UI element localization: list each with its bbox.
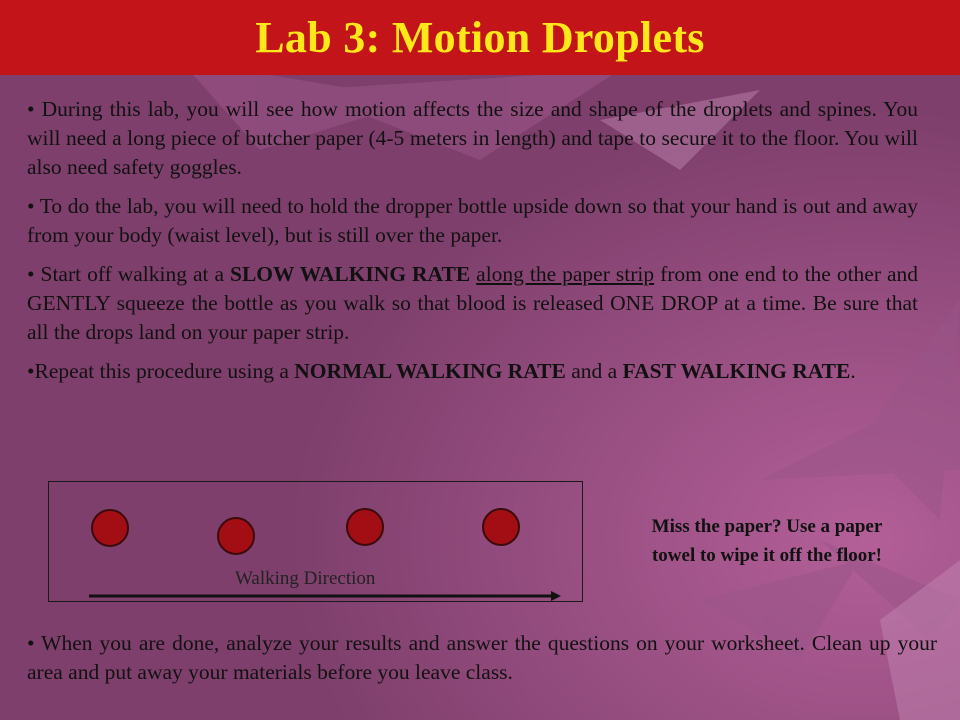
emphasis-fast-rate: FAST WALKING RATE bbox=[622, 359, 851, 383]
blood-drop bbox=[91, 509, 129, 547]
emphasis-normal-rate: NORMAL WALKING RATE bbox=[294, 359, 566, 383]
bullet-repeat bbox=[27, 357, 918, 386]
bullet-intro: • During this lab, you will see how motion affects the size and shape of the droplets and spines. You will need a long piece of butcher paper (4-5 meters in length) and tape to secure it to the floor. You will also need safety goggles. bbox=[27, 97, 918, 179]
emphasis-slow-rate: SLOW WALKING RATE bbox=[230, 262, 471, 286]
emphasis-paper-strip: along the paper strip bbox=[476, 262, 655, 286]
bullet-hold-dropper: • To do the lab, you will need to hold the dropper bottle upside down so that your hand is out and away from your body (waist level), but is still over the paper. bbox=[27, 194, 918, 247]
text-run: • Start off walking at a bbox=[27, 262, 230, 286]
note-line: Miss the paper? Use a paper bbox=[651, 516, 883, 537]
walking-diagram bbox=[48, 481, 583, 602]
text-run: from one end to the other and GENTLY squeeze the bottle as you walk so that blood is released ONE DROP at a time. Be sure that all the drops land on your paper strip. bbox=[27, 262, 919, 344]
bullet-when-done: • When you are done, analyze your results and answer the questions on your worksheet. Clean up your area and put away your materials before you leave class. bbox=[27, 631, 937, 684]
blood-drop bbox=[482, 508, 520, 546]
blood-drop bbox=[217, 517, 255, 555]
bullet-slow-walk bbox=[27, 260, 918, 347]
text-run: . bbox=[850, 359, 856, 383]
walking-direction-arrow bbox=[89, 590, 561, 602]
miss-paper-note bbox=[604, 512, 930, 570]
blood-drop bbox=[346, 508, 384, 546]
slide-title: Lab 3: Motion Droplets bbox=[255, 13, 705, 62]
text-run: •Repeat this procedure using a bbox=[27, 359, 295, 383]
final-instructions bbox=[27, 629, 937, 697]
note-line: towel to wipe it off the floor! bbox=[651, 545, 883, 566]
text-run: and a bbox=[565, 359, 623, 383]
instructions-list bbox=[27, 95, 918, 396]
walking-direction-label: Walking Direction bbox=[235, 568, 376, 589]
title-bar bbox=[0, 0, 960, 75]
